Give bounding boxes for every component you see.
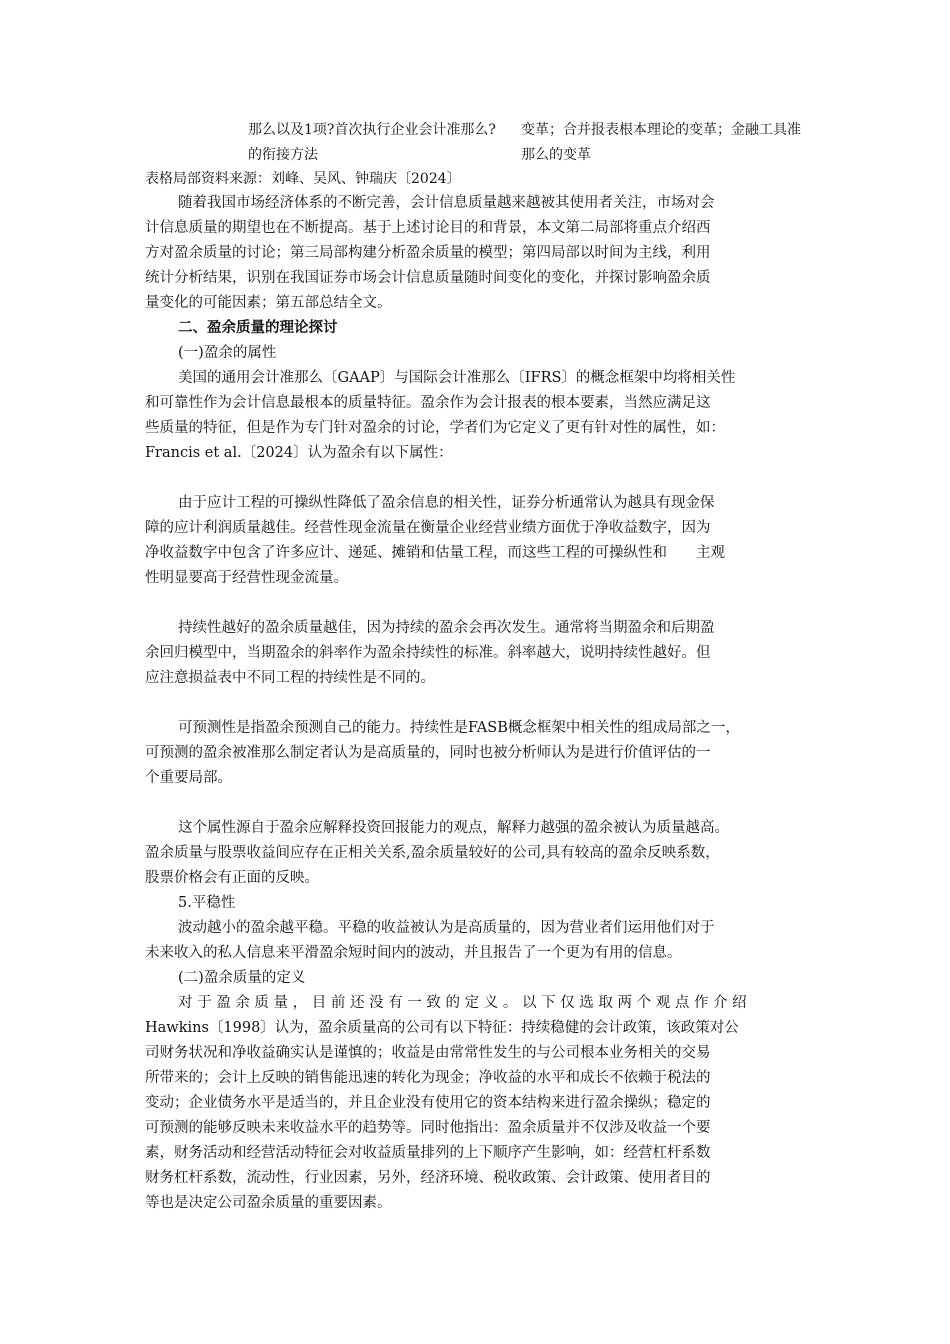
definition-line: 等也是决定公司盈余质量的重要因素。 bbox=[145, 1195, 392, 1211]
persistence-line: 余回归模型中，当期盈余的斜率作为盈余持续性的标准。斜率越大，说明持续性越好。但 bbox=[145, 645, 711, 661]
value-line: 这个属性源自于盈余应解释投资回报能力的观点，解释力越强的盈余被认为质量越高。 bbox=[178, 820, 729, 836]
attrs-line: 美国的通用会计准那么〔GAAP〕与国际会计准那么〔IFRS〕的概念框架中均将相关性 bbox=[178, 370, 736, 386]
value-line: 盈余质量与股票收益间应存在正相关关系,盈余质量较好的公司,具有较高的盈余反映系数， bbox=[145, 845, 720, 861]
definition-line: 可预测的能够反映未来收益水平的趋势等。同时他指出：盈余质量并不仅涉及收益一个要 bbox=[145, 1120, 711, 1136]
persistence-line: 应注意损益表中不同工程的持续性是不同的。 bbox=[145, 670, 435, 686]
smooth-line: 未来收入的私人信息来平滑盈余短时间内的波动，并且报告了一个更为有用的信息。 bbox=[145, 945, 682, 961]
attrs-line: 些质量的特征，但是作为专门针对盈余的讨论，学者们为它定义了更有针对性的属性，如： bbox=[145, 420, 725, 436]
intro-line: 计信息质量的期望也在不断提高。基于上述讨论目的和背景，本文第二局部将重点介绍西 bbox=[145, 220, 711, 236]
intro-line: 量变化的可能因素；第五部总结全文。 bbox=[145, 295, 392, 311]
table-right-line-2: 那么的变革 bbox=[521, 147, 591, 163]
subsection-heading: (一)盈余的属性 bbox=[178, 345, 277, 361]
attrs-line: 和可靠性作为会计信息最根本的质量特征。盈余作为会计报表的根本要素，当然应满足这 bbox=[145, 395, 711, 411]
section-heading: 二、盈余质量的理论探讨 bbox=[178, 320, 338, 336]
subsection-heading: (二)盈余质量的定义 bbox=[178, 970, 306, 986]
attrs-line: Francis et al.〔2024〕认为盈余有以下属性： bbox=[145, 445, 453, 461]
accrual-line: 性明显要高于经营性现金流量。 bbox=[145, 570, 348, 586]
definition-line: 变动；企业债务水平是适当的，并且企业没有使用它的资本结构来进行盈余操纵；稳定的 bbox=[145, 1095, 711, 1111]
table-left-line-2: 的衔接方法 bbox=[248, 147, 318, 163]
predict-line: 可预测性是指盈余预测自己的能力。持续性是FASB概念框架中相关性的组成局部之一， bbox=[178, 720, 740, 736]
predict-line: 可预测的盈余被准那么制定者认为是高质量的，同时也被分析师认为是进行价值评估的一 bbox=[145, 745, 711, 761]
accrual-line: 由于应计工程的可操纵性降低了盈余信息的相关性，证券分析通常认为越具有现金保 bbox=[178, 495, 715, 511]
intro-line: 方对盈余质量的讨论；第三局部构建分析盈余质量的模型；第四局部以时间为主线，利用 bbox=[145, 245, 711, 261]
value-line: 股票价格会有正面的反映。 bbox=[145, 870, 319, 886]
item-heading: 5.平稳性 bbox=[178, 895, 236, 911]
intro-line: 统计分析结果，识别在我国证券市场会计信息质量随时间变化的变化，并探讨影响盈余质 bbox=[145, 270, 711, 286]
predict-line: 个重要局部。 bbox=[145, 770, 232, 786]
definition-line: 素，财务活动和经营活动特征会对收益质量排列的上下顺序产生影响，如：经营杠杆系数 bbox=[145, 1145, 711, 1161]
table-left-line-1: 那么以及1项?首次执行企业会计准那么? bbox=[248, 122, 496, 138]
definition-line: 财务杠杆系数，流动性，行业因素，另外，经济环境、税收政策、会计政策、使用者目的 bbox=[145, 1170, 711, 1186]
accrual-line: 净收益数字中包含了许多应计、递延、摊销和估量工程，而这些工程的可操纵性和 主观 bbox=[145, 545, 725, 561]
source-note: 表格局部资料来源：刘峰、吴风、钟瑞庆〔2024〕 bbox=[145, 171, 461, 187]
smooth-line: 波动越小的盈余越平稳。平稳的收益被认为是高质量的，因为营业者们运用他们对于 bbox=[178, 920, 715, 936]
persistence-line: 持续性越好的盈余质量越佳，因为持续的盈余会再次发生。通常将当期盈余和后期盈 bbox=[178, 620, 715, 636]
table-right-line-1: 变革；合并报表根本理论的变革；金融工具准 bbox=[521, 122, 801, 138]
definition-line: 司财务状况和净收益确实认是谨慎的；收益是由常常性发生的与公司根本业务相关的交易 bbox=[145, 1045, 711, 1061]
intro-line: 随着我国市场经济体系的不断完善，会计信息质量越来越被其使用者关注，市场对会 bbox=[178, 195, 715, 211]
definition-line: 对 于 盈 余 质 量 ， 目 前 还 没 有 一 致 的 定 义 。 以 下 仅 选 取 两 个 观 点 作 介 绍 bbox=[178, 995, 747, 1011]
accrual-line: 障的应计利润质量越佳。经营性现金流量在衡量企业经营业绩方面优于净收益数字，因为 bbox=[145, 520, 711, 536]
definition-line: 所带来的；会计上反映的销售能迅速的转化为现金；净收益的水平和成长不依赖于税法的 bbox=[145, 1070, 711, 1086]
definition-line: Hawkins〔1998〕认为，盈余质量高的公司有以下特征：持续稳健的会计政策，该政策对公 bbox=[145, 1020, 739, 1036]
